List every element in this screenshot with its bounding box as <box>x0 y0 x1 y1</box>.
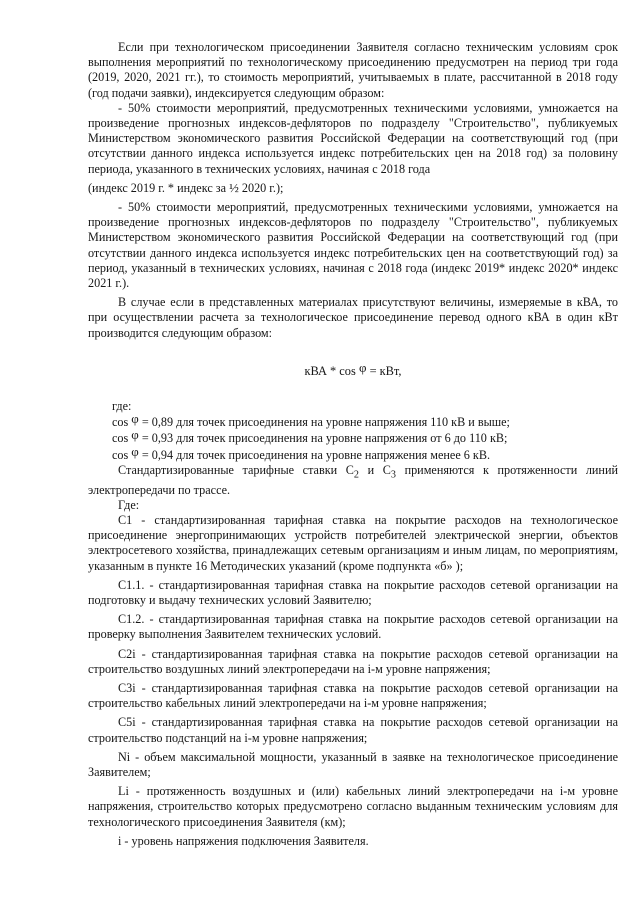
definition-c1: C1 - стандартизированная тарифная ставка на покрытие расходов на технологическое присоединение энергопринимающих устройств потребителей электрической энергии, объектов электросетевого хозяйства, принадлежащих сетевым организациям и иным лицам, по мероприятиям, указанным в пункте 16 Методических указаний (кроме подпункта «б» ); <box>88 512 618 573</box>
cos-value-text: = 0,93 для точек присоединения на уровне напряжения от 6 до 110 кВ; <box>141 431 508 446</box>
paragraph-half-period <box>88 101 618 177</box>
tariff-text-b: и C <box>359 462 391 477</box>
phi-symbol: φ <box>131 443 139 459</box>
tariff-text-a: Стандартизированные тарифные ставки C <box>118 462 354 477</box>
index-formula-start: (индекс 2019 г. * индекс за <box>88 180 227 195</box>
tariff-text-c: применяются к протяженности линий электропередачи по трассе. <box>88 462 619 497</box>
cos-value-text: = 0,89 для точек присоединения на уровне напряжения 110 кВ и выше; <box>141 415 510 430</box>
paragraph-half-period-index <box>88 180 618 196</box>
paragraph-indexation-intro: Если при технологическом присоединении Заявителя согласно техническим условиям срок выполнения мероприятий по технологическому присоединению предусмотрен на период три года (2019, 2020, 2021 гг.), то стоимость мероприятий, учитываемых в плате, рассчитанной в 2018 году (год подачи заявки), индексируется следующим образом: <box>88 40 618 100</box>
subscript-2: 2 <box>353 469 359 481</box>
cos-value-text: = 0,94 для точек присоединения на уровне напряжения менее 6 кВ. <box>141 447 491 462</box>
formula-right: = кВт, <box>369 363 402 378</box>
where-label: где: <box>112 399 132 414</box>
conversion-formula <box>88 359 618 379</box>
paragraph-tariff-c2-c3 <box>88 463 618 498</box>
definition-c3i: C3i - стандартизированная тарифная ставка на покрытие расходов сетевой организации на строительство кабельных линий электропередачи на i-м уровне напряжения; <box>88 680 618 711</box>
cos-phi-110kv <box>88 411 618 430</box>
cos-phi-below-6kv <box>88 443 618 463</box>
subscript-3: 3 <box>390 469 396 481</box>
cos-label: cos <box>112 431 129 446</box>
definition-c5i: C5i - стандартизированная тарифная ставка на покрытие расходов сетевой организации на строительство подстанций на i-м уровне напряжения; <box>88 715 618 745</box>
definition-li: Li - протяженность воздушных и (или) кабельных линий электропередачи на i-м уровне напряжения, строительство которых предусмотрено согласно выданным техническим условиям для технологического присоединения Заявителя (км); <box>88 784 618 829</box>
phi-symbol: φ <box>358 359 367 375</box>
phi-symbol: φ <box>131 427 139 443</box>
paragraph-full-period: - 50% стоимости мероприятий, предусмотренных техническими условиями, умножается на произведение прогнозных индексов-дефляторов по подразделу "Строительство", публикуемых Министерством экономического развития Российской Федерации на соответствующий год (при отсутствии данного индекса используется индекс потребительских цен на соответствующий год) за период, указанный в технических условиях, начиная с 2018 года (индекс 2019* индекс 2020* индекс 2021 г.). <box>88 200 618 291</box>
index-formula-end: 2020 г.); <box>241 180 284 195</box>
definition-c1-2: C1.2. - стандартизированная тарифная ставка на покрытие расходов сетевой организации на проверку выполнения Заявителем технических условий. <box>88 612 618 642</box>
paragraph-kva-conversion: В случае если в представленных материалах присутствуют величины, измеряемые в кВА, то при осуществлении расчета за технологическое присоединение перевод одного кВА в один кВт производится следующим образом: <box>88 295 618 340</box>
where-label-2: Где: <box>118 497 140 512</box>
paragraph-half-period-text: - 50% стоимости мероприятий, предусмотренных техническими условиями, умножается на произведение прогнозных индексов-дефляторов по подразделу "Строительство", публикуемых Министерством экономического развития Российской Федерации на соответствующий год (при отсутствии данного индекса используется индекс потребительских цен на 2018 год) за половину периода, указанного в технических условиях, начиная с 2018 года <box>88 100 618 176</box>
cos-phi-6-110kv <box>88 427 618 446</box>
formula-left: кВА * cos <box>304 363 356 378</box>
phi-symbol: φ <box>131 411 139 427</box>
half-fraction: ½ <box>229 179 239 195</box>
definition-c1-1: C1.1. - стандартизированная тарифная ставка на покрытие расходов сетевой организации на подготовку и выдачу технических условий Заявителю; <box>88 577 618 607</box>
definition-c2i: C2i - стандартизированная тарифная ставка на покрытие расходов сетевой организации на строительство воздушных линий электропередачи на i-м уровне напряжения; <box>88 646 618 676</box>
definition-i: i - уровень напряжения подключения Заявителя. <box>118 833 369 848</box>
cos-label: cos <box>112 447 129 462</box>
cos-label: cos <box>112 415 129 430</box>
definition-ni: Ni - объем максимальной мощности, указанный в заявке на технологическое присоединение Заявителем; <box>88 749 618 779</box>
